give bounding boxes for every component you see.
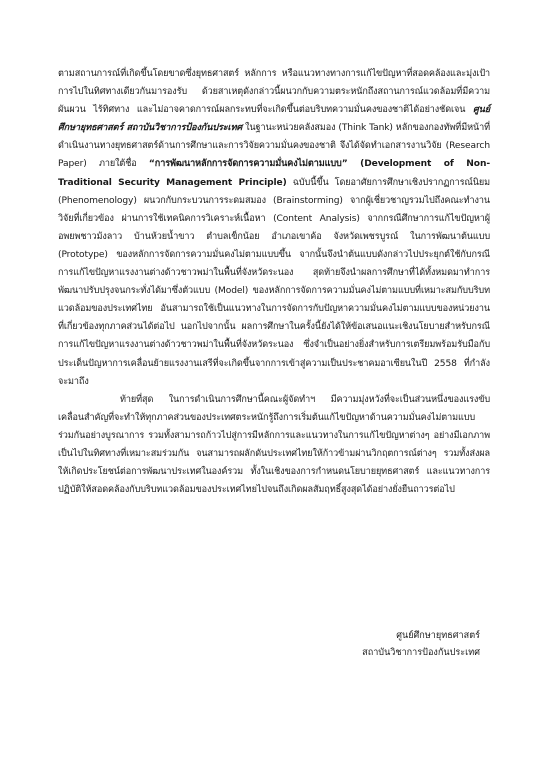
paragraph-2: ท้ายที่สุด ในการดำเนินการศึกษานี้คณะผู้จัดทำฯ มีความมุ่งหวังที่จะเป็นส่วนหนึ่งของแรงขับเคลื่อนสำคัญที่จะทำให้ทุกภาคส่วนของประเทศตระหนักรู้ถึงการเริ่มต้นแก้ไขปัญหาด้านความมั่นคงไม่ตามแบบร่วมกันอย่างบูรณาการ รวมทั้งสามารถก้าวไปสู่การมีหลักการและแนวทางในการแก้ไขปัญหาต่างๆ อย่างมีเอกภาพ เป็นไปในทิศทางที่เหมาะสมร่วมกัน จนสามารถผลักดันประเทศไทยให้ก้าวข้ามผ่านวิกฤตการณ์ต่างๆ รวมทั้งส่งผลให้เกิดประโยชน์ต่อการพัฒนาประเทศในองค์รวม ทั้งในเชิงของการกำหนดนโยบายยุทธศาสตร์ และแนวทางการปฏิบัติให้สอดคล้องกับบริบทแวดล้อมของประเทศไทยไปจนถึงเกิดผลสัมฤทธิ์สูงสุดได้อย่างยั่งยืนถาวรต่อไป — [58, 394, 490, 496]
signature-line-2: สถาบันวิชาการป้องกันประเทศ — [362, 648, 480, 658]
signature-line-1: ศูนย์ศึกษายุทธศาสตร์ — [396, 631, 480, 641]
research-title: “การพัฒนาหลักการจัดการความมั่นคงไม่ตามแบบ” (Development of Non-Traditional Security Management Principle) — [58, 159, 491, 188]
signature-block — [362, 628, 480, 662]
organization-name: ศูนย์ศึกษายุทธศาสตร์ สถาบันวิชาการป้องกันประเทศ — [58, 105, 490, 134]
paragraph-1 — [58, 65, 490, 391]
paragraph-1-part-3: ฉบับนี้ขึ้น โดยอาศัยการศึกษาเชิงปรากฏการณ์นิยม (Phenomenology) ผนวกกับกระบวนการระดมสมอง (Brainstorming) จากผู้เชี่ยวชาญรวมไปถึงคณะทำงานวิจัยที่เกี่ยวข้อง ผ่านการใช้เทคนิคการวิเคราะห์เนื้อหา (Content Analysis) จากกรณีศึกษาการแก้ไขปัญหาผู้อพยพชาวม้งลาว บ้านห้วยน้ำขาว ตำบลเข็กน้อย อำเภอเขาค้อ จังหวัดเพชรบูรณ์ ในการพัฒนาต้นแบบ (Prototype) ของหลักการจัดการความมั่นคงไม่ตามแบบขึ้น จากนั้นจึงนำต้นแบบดังกล่าวไปประยุกต์ใช้กับกรณีการแก้ไขปัญหาแรงงานต่างด้าวชาวพม่าในพื้นที่จังหวัดระนอง สุดท้ายจึงนำผลการศึกษาที่ได้ทั้งหมดมาทำการพัฒนาปรับปรุงจนกระทั่งได้มาซึ่งตัวแบบ (Model) ของหลักการจัดการความมั่นคงไม่ตามแบบที่เหมาะสมกับบริบทแวดล้อมของประเทศไทย อันสามารถใช้เป็นแนวทางในการจัดการกับปัญหาความมั่นคงไม่ตามแบบของหน่วยงานที่เกี่ยวข้องทุกภาคส่วนได้ต่อไป นอกไปจากนั้น ผลการศึกษาในครั้งนี้ยังได้ให้ข้อเสนอแนะเชิงนโยบายสำหรับกรณีการแก้ไขปัญหาแรงงานต่างด้าวชาวพม่าในพื้นที่จังหวัดระนอง ซึ่งจำเป็นอย่างยิ่งสำหรับการเตรียมพร้อมรับมือกับประเด็นปัญหาการเคลื่อนย้ายแรงงานเสรีที่จะเกิดขึ้นจากการเข้าสู่ความเป็นประชาคมอาเซียนในปี 2558 ที่กำลังจะมาถึง — [58, 177, 490, 387]
paragraph-1-part-2: ในฐานะหน่วยคลังสมอง (Think Tank) หลักของกองทัพที่มีหน้าที่ดำเนินงานทางยุทธศาสตร์ด้านการศึกษาและการวิจัยความมั่นคงของชาติ จึงได้จัดทำเอกสารงานวิจัย (Research Paper) ภายใต้ชื่อ — [58, 123, 490, 170]
body-text — [58, 65, 490, 499]
paragraph-1-part-1: ตามสถานการณ์ที่เกิดขึ้นโดยขาดซึ่งยุทธศาสตร์ หลักการ หรือแนวทางทางการแก้ไขปัญหาที่สอดคล้องและมุ่งเป้าการไปในทิศทางเดียวกันมารองรับ ด้วยสาเหตุดังกล่าวนี้ผนวกกับความตระหนักถึงสถานการณ์แวดล้อมที่มีความผันผวน ไร้ทิศทาง และไม่อาจคาดการณ์ผลกระทบที่จะเกิดขึ้นต่อบริบทความมั่นคงของชาติได้อย่างชัดเจน — [58, 69, 490, 116]
